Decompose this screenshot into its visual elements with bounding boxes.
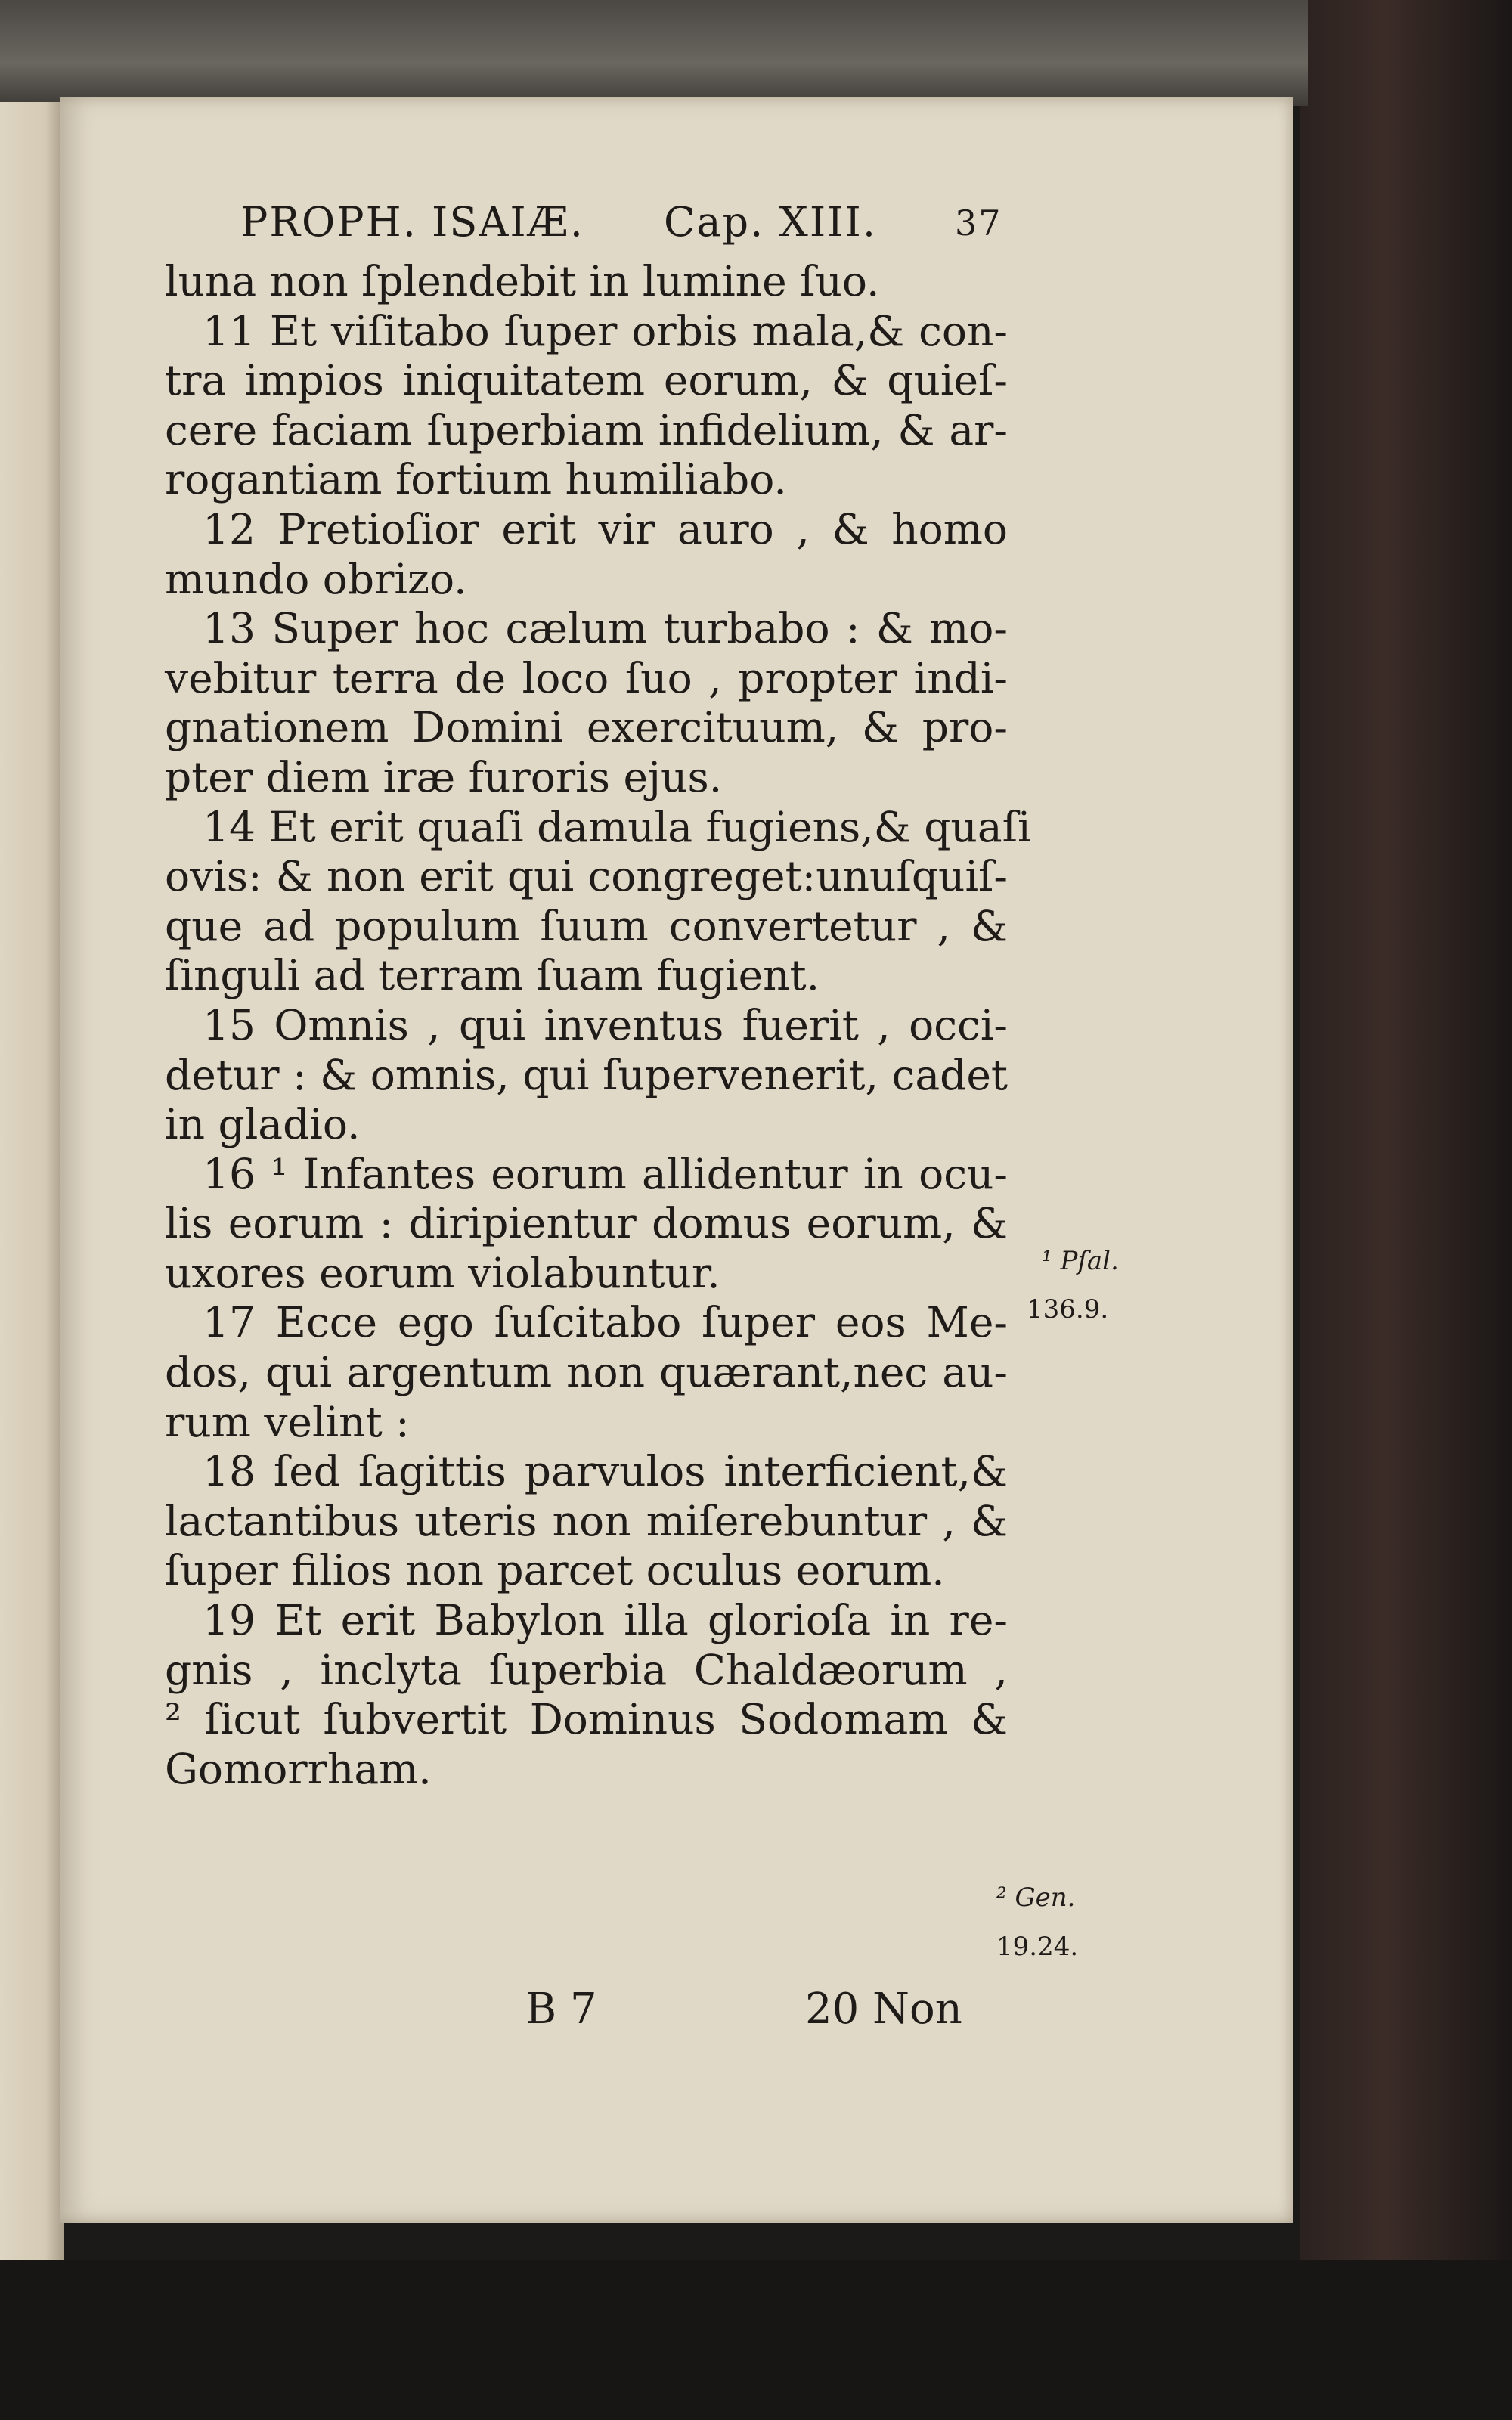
chapter-label: Cap. XIII.: [664, 198, 878, 246]
text-line: rogantiam fortium humiliabo.: [165, 455, 787, 504]
text-line: Gomorrham.: [165, 1744, 432, 1793]
text-line: pter diem iræ furoris ejus.: [165, 752, 723, 801]
body-text: [165, 257, 1031, 1794]
text-line: luna non ſplendebit in lumine ſuo.: [165, 257, 880, 305]
text-line: in gladio.: [165, 1100, 361, 1149]
text-line: 18 ſed ſagittis parvulos interficient,&: [203, 1447, 1008, 1496]
running-title: PROPH. ISAIÆ.: [240, 198, 584, 246]
page-number: 37: [955, 203, 1002, 243]
page-bottom-shadow: [0, 2260, 1512, 2420]
text-line: 19 Et erit Babylon illa glorioſa in re-: [203, 1596, 1008, 1645]
marginal-note-genesis: ² Gen.: [996, 1882, 1076, 1913]
text-line: vebitur terra de loco ſuo , propter indi-: [165, 653, 1008, 702]
background-right: [1300, 0, 1512, 2420]
text-line: cere faciam ſuperbiam infidelium, & ar-: [165, 405, 1008, 454]
text-line: gnationem Domini exercituum, & pro-: [165, 703, 1008, 752]
text-line: lactantibus uteris non miſerebuntur , &: [165, 1496, 1008, 1545]
text-line: 13 Super hoc cælum turbabo : & mo-: [203, 604, 1008, 653]
catchword: 20 Non: [805, 1985, 962, 2034]
book-top-edge: [0, 0, 1308, 106]
text-line: lis eorum : diripientur domus eorum, &: [165, 1199, 1008, 1248]
text-line: gnis , inclyta ſuperbia Chaldæorum ,: [165, 1645, 1008, 1694]
marginal-note-psalm-ref: 136.9.: [1027, 1294, 1109, 1325]
text-line: 15 Omnis , qui inventus fuerit , occi-: [203, 1000, 1008, 1049]
text-line: rum velint :: [165, 1397, 410, 1446]
text-line: ſuper filios non parcet oculus eorum.: [165, 1546, 945, 1595]
text-line: ovis: & non erit qui congreget:unuſquiſ-: [165, 852, 1008, 901]
text-line: 11 Et viſitabo ſuper orbis mala,& con-: [203, 306, 1008, 355]
text-line: detur : & omnis, qui ſupervenerit, cadet: [165, 1050, 1008, 1099]
text-line: tra impios iniquitatem eorum, & quieſ-: [165, 356, 1008, 405]
marginal-note-genesis-ref: 19.24.: [996, 1932, 1079, 1962]
text-line: mundo obrizo.: [165, 554, 467, 603]
text-line: 16 ¹ Infantes eorum allidentur in ocu-: [203, 1149, 1008, 1198]
running-header: [240, 198, 1004, 251]
text-line: uxores eorum violabuntur.: [165, 1248, 720, 1297]
signature-mark: B 7: [525, 1985, 597, 2034]
text-line: ſinguli ad terram ſuam fugient.: [165, 951, 820, 1000]
text-line: 17 Ecce ego ſuſcitabo ſuper eos Me-: [203, 1298, 1008, 1347]
text-line: dos, qui argentum non quærant,nec au-: [165, 1348, 1008, 1397]
text-line: 14 Et erit quaſi damula fugiens,& quaſi: [203, 802, 1031, 851]
facing-page-edge: [0, 102, 64, 2272]
text-line: ² ſicut ſubvertit Dominus Sodomam &: [165, 1695, 1008, 1744]
marginal-note-psalm: ¹ Pſal.: [1042, 1246, 1119, 1276]
text-line: que ad populum ſuum convertetur , &: [165, 901, 1008, 950]
text-line: 12 Pretioſior erit vir auro , & homo: [203, 504, 1008, 553]
